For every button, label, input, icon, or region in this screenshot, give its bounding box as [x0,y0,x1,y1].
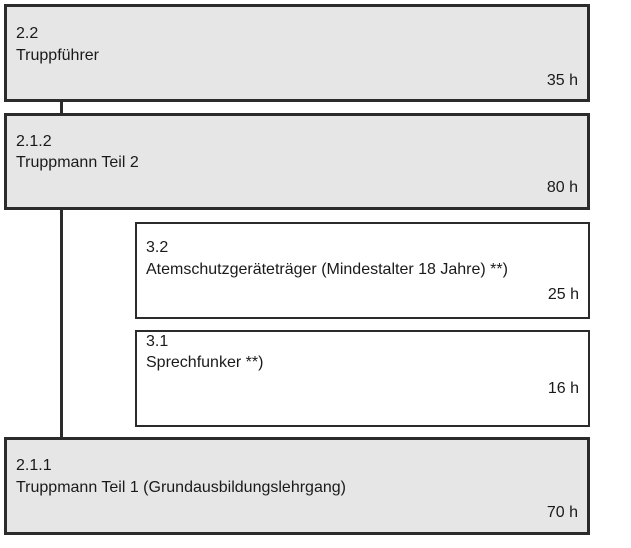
course-number: 3.1 [146,333,169,350]
course-number: 3.2 [146,239,169,256]
course-box-truppmann-teil-2 [4,113,590,210]
course-box-atemschutz [135,222,590,319]
course-title: Atemschutzgeräteträger (Mindestalter 18 Jahre) **) [146,261,508,278]
course-title: Truppführer [16,47,99,64]
connector-main [60,209,63,438]
course-title: Sprechfunker **) [146,354,264,371]
course-hours: 80 h [546,179,578,196]
course-box-truppfuehrer [4,4,590,102]
course-box-sprechfunker [135,330,590,427]
course-box-truppmann-teil-1 [4,437,590,535]
course-hours: 16 h [547,380,579,397]
course-title: Truppmann Teil 2 [16,154,139,171]
course-number: 2.2 [16,25,39,42]
course-number: 2.1.1 [16,457,52,474]
course-hours: 70 h [546,504,578,521]
course-hours: 25 h [547,286,579,303]
course-number: 2.1.2 [16,133,52,150]
course-hours: 35 h [546,72,578,89]
course-title: Truppmann Teil 1 (Grundausbildungslehrgang) [16,479,346,496]
